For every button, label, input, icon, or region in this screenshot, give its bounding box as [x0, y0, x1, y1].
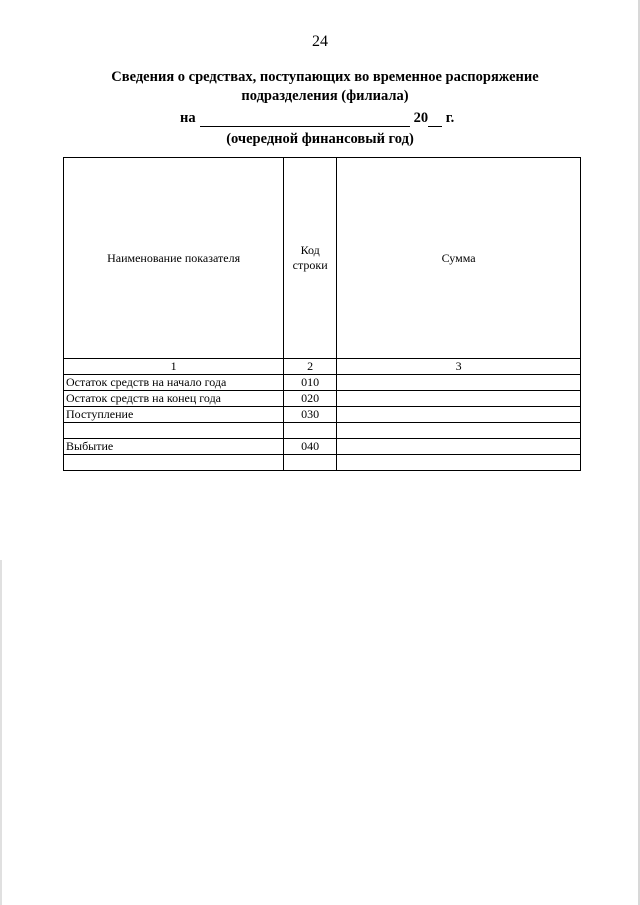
table-row — [64, 423, 581, 439]
row-code: 020 — [284, 391, 337, 407]
row-code — [284, 455, 337, 471]
form-table — [63, 157, 581, 471]
row-sum[interactable] — [337, 423, 581, 439]
table-row — [64, 375, 581, 391]
page-number: 24 — [312, 33, 328, 50]
year-blank-field — [428, 112, 442, 127]
column-number-row — [64, 359, 581, 375]
subtitle: (очередной финансовый год) — [226, 131, 414, 147]
row-code: 030 — [284, 407, 337, 423]
table-row — [64, 439, 581, 455]
row-name: Выбытие — [64, 439, 284, 455]
document-title — [60, 68, 590, 106]
table-row — [64, 407, 581, 423]
row-sum[interactable] — [337, 455, 581, 471]
row-name — [64, 455, 284, 471]
row-name: Остаток средств на конец года — [64, 391, 284, 407]
row-sum[interactable] — [337, 439, 581, 455]
row-sum[interactable] — [337, 407, 581, 423]
table-row — [64, 455, 581, 471]
table-row — [64, 391, 581, 407]
row-name: Поступление — [64, 407, 284, 423]
row-code — [284, 423, 337, 439]
scan-edge-left — [0, 560, 2, 905]
column-number: 2 — [284, 359, 337, 375]
row-sum[interactable] — [337, 375, 581, 391]
date-suffix: г. — [445, 110, 455, 126]
header-name: Наименование показателя — [64, 158, 284, 359]
row-code: 040 — [284, 439, 337, 455]
date-blank-field — [200, 112, 410, 127]
title-line-1: Сведения о средствах, поступающих во временное распоряжение — [111, 69, 539, 85]
row-sum[interactable] — [337, 391, 581, 407]
header-code: Код строки — [284, 158, 337, 359]
date-line — [180, 110, 480, 127]
column-number: 1 — [64, 359, 284, 375]
row-name: Остаток средств на начало года — [64, 375, 284, 391]
row-code: 010 — [284, 375, 337, 391]
row-name — [64, 423, 284, 439]
title-line-2: подразделения (филиала) — [241, 88, 409, 104]
header-sum: Сумма — [337, 158, 581, 359]
column-number: 3 — [337, 359, 581, 375]
date-prefix: на — [180, 110, 196, 126]
date-year: 20 — [413, 110, 429, 126]
